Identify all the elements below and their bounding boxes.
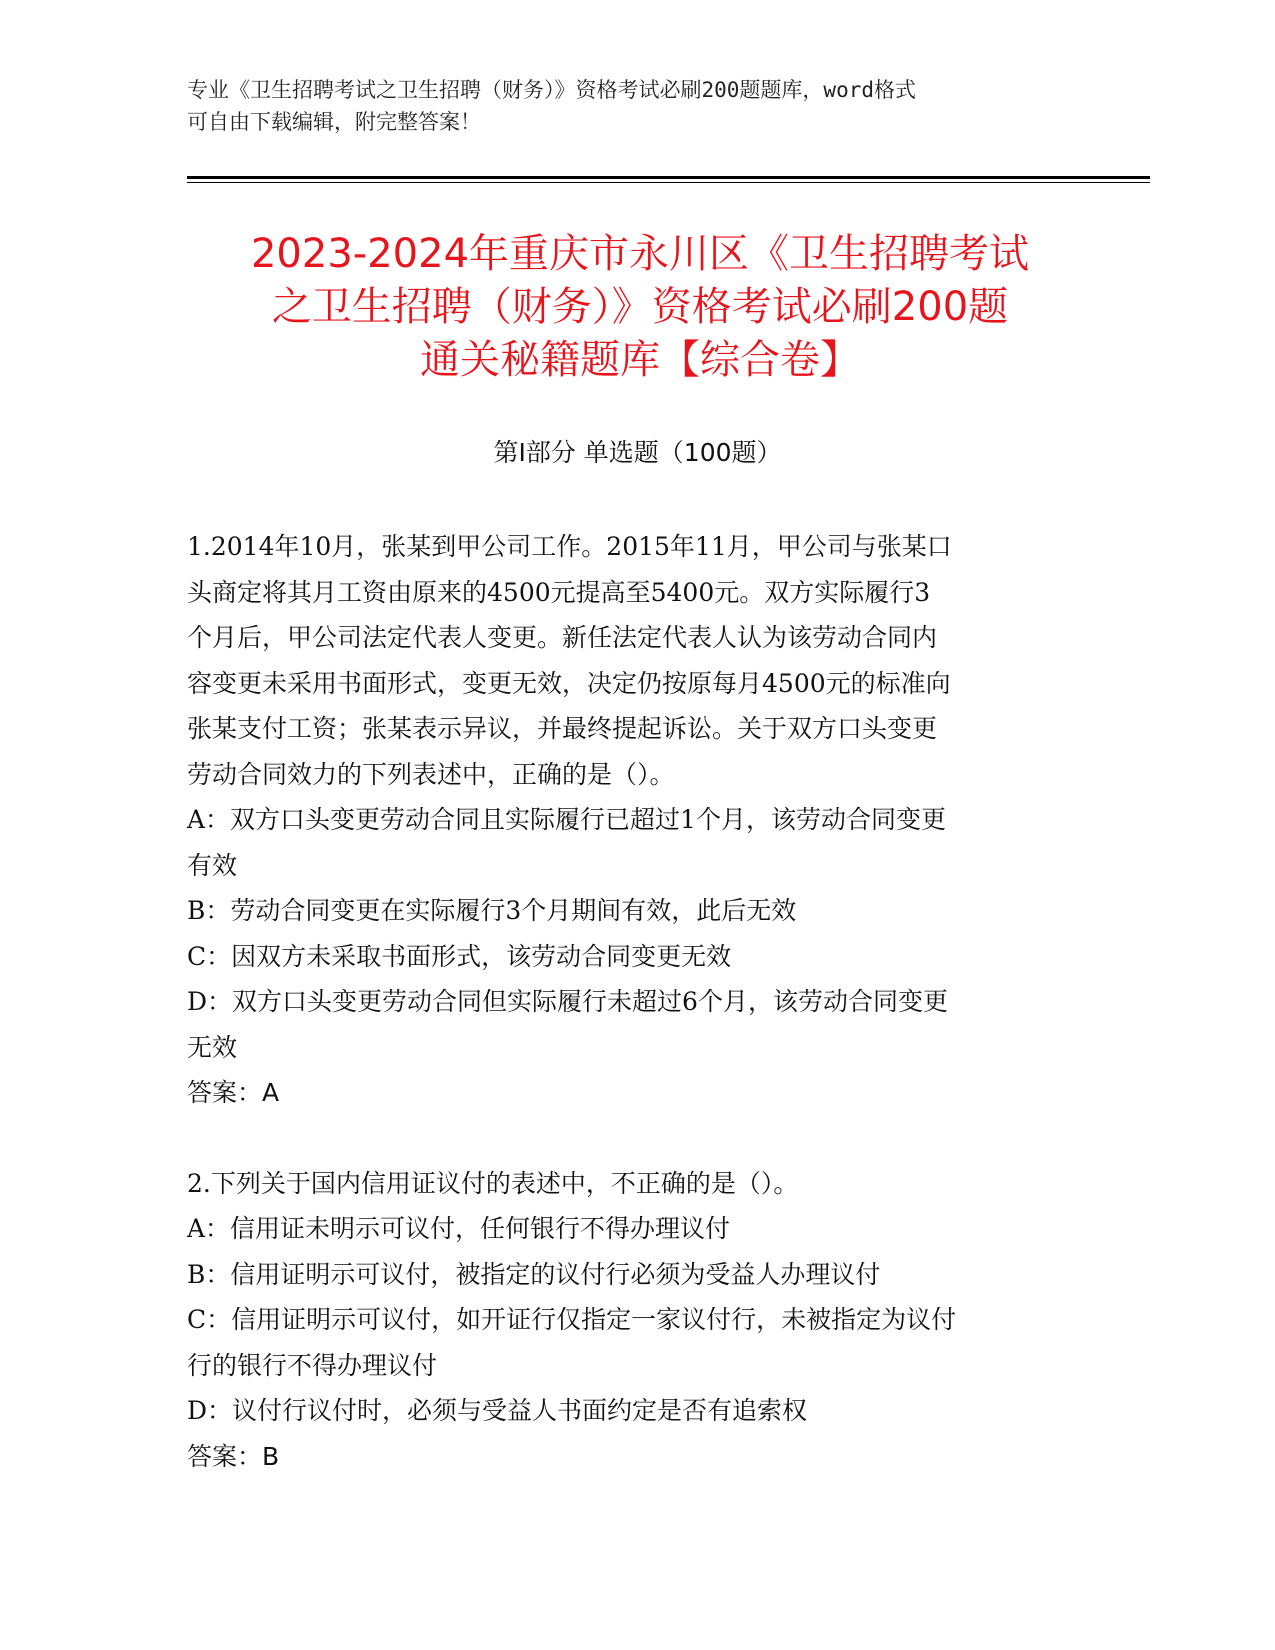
question-stem-line: 容变更未采用书面形式，变更无效，决定仍按原每月4500元的标准向	[187, 668, 951, 698]
question-list	[187, 524, 1067, 1479]
question-stem-line: 头商定将其月工资由原来的4500元提高至5400元。双方实际履行3	[187, 577, 931, 607]
title-line: 通关秘籍题库【综合卷】	[420, 337, 860, 383]
option-b: B：劳动合同变更在实际履行3个月期间有效，此后无效	[187, 896, 797, 925]
header-note-line: 专业《卫生招聘考试之卫生招聘（财务）》资格考试必刷200题题库，word格式	[187, 78, 916, 102]
option-c-continued: 行的银行不得办理议付	[187, 1350, 438, 1380]
question-stem-line: 1.2014年10月，张某到甲公司工作。2015年11月，甲公司与张某口	[187, 532, 952, 561]
option-a: A：信用证未明示可议付，任何银行不得办理议付	[187, 1214, 731, 1243]
answer: 答案：A	[187, 1078, 280, 1107]
question-stem-line: 2.下列关于国内信用证议付的表述中，不正确的是（）。	[187, 1168, 799, 1198]
question-stem-line: 个月后，甲公司法定代表人变更。新任法定代表人认为该劳动合同内	[187, 623, 938, 652]
option-a-continued: 有效	[187, 850, 238, 880]
header-divider-thin	[187, 182, 1150, 183]
option-b: B：信用证明示可议付，被指定的议付行必须为受益人办理议付	[187, 1259, 881, 1289]
option-d-continued: 无效	[187, 1032, 238, 1062]
title-line: 之卫生招聘（财务）》资格考试必刷200题	[271, 284, 1009, 330]
document-title	[160, 228, 1120, 387]
option-d: D：双方口头变更劳动合同但实际履行未超过6个月，该劳动合同变更	[187, 987, 948, 1016]
section-heading: 第Ⅰ部分 单选题（100题）	[493, 438, 782, 467]
answer: 答案：B	[187, 1441, 280, 1471]
question-2	[187, 1161, 1067, 1480]
question-spacer	[187, 1116, 1067, 1161]
header-note-line: 可自由下载编辑，附完整答案！	[187, 110, 481, 134]
option-a: A：双方口头变更劳动合同且实际履行已超过1个月，该劳动合同变更	[187, 805, 946, 834]
option-c: C：信用证明示可议付，如开证行仅指定一家议付行，未被指定为议付	[187, 1305, 957, 1334]
header-note	[187, 74, 1067, 138]
question-1	[187, 524, 1067, 1116]
title-line: 2023-2024年重庆市永川区《卫生招聘考试	[250, 231, 1030, 277]
option-c: C：因双方未采取书面形式，该劳动合同变更无效	[187, 941, 732, 971]
question-stem-line: 张某支付工资；张某表示异议，并最终提起诉讼。关于双方口头变更	[187, 714, 938, 743]
header-divider-thick	[187, 176, 1150, 179]
option-d: D：议付行议付时，必须与受益人书面约定是否有追索权	[187, 1396, 808, 1425]
question-stem-line: 劳动合同效力的下列表述中，正确的是（）。	[187, 759, 675, 789]
